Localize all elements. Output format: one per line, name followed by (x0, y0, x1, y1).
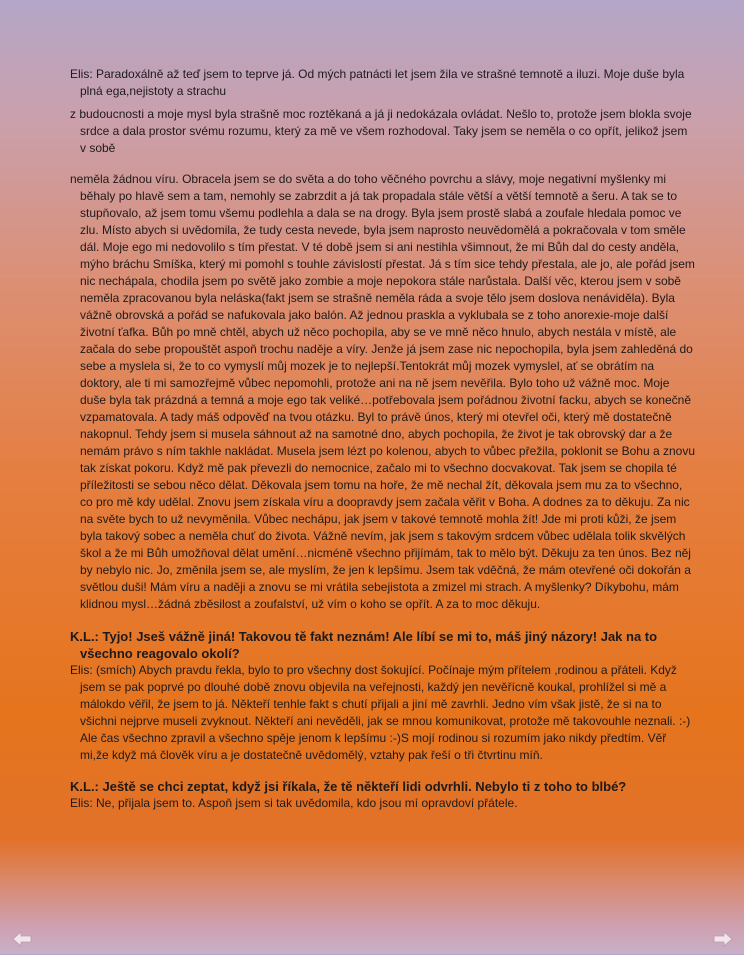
paragraph-2: z budoucnosti a moje mysl byla strašně moc roztěkaná a já ji nedokázala ovládat. Nešlo to, protože jsem blokla svoje srdce a dala prostor svému rozumu, který za mě ve všem rozhodoval. Taky jsem se neměla o co opřít, jelikož jsem v sobě (70, 107, 692, 155)
paragraph-3: neměla žádnou víru. Obracela jsem se do světa a do toho věčného povrchu a slávy, moje negativní myšlenky mi běhaly po hlavě sem a tam, nemohly se zabrzdit a já tak propadala stále větší a větší temnotě a šeru. A tak se to stupňovalo, až jsem tomu všemu podlehla a dala se na drogy. Byla jsem prostě slabá a zoufale hledala pomoc ve zlu. Místo abych si uvědomila, že tudy cesta nevede, byla jsem naprosto neuvědomělá a pokračovala v tom směle dál. Moje ego mi nedovolilo s tím přestat. V té době jsem si ani nestihla všimnout, že mi Bůh dal do cesty anděla, mýho bráchu Smíška, který mi pomohl s touhle závislostí přestat. Já s tím sice tehdy přestala, ale jo, ale pořád jsem nic nechápala, chodila jsem po světě jako zombie a moje nepokora stále narůstala. Další věc, kterou jsem v sobě neměla zpracovanou byla neláska(fakt jsem se strašně neměla ráda a svoje tělo jsem doslova nenáviděla). Byla vážně obrovská a pořád se nafukovala jako balón. Až jednou praskla a vyklubala se z toho anorexie-moje další životní ťafka. Bůh po mně chtěl, abych už něco pochopila, aby se ve mně něco hnulo, abych nestála v místě, ale začala do sebe propouštět aspoň trochu naděje a víry. Jenže já jsem zase nic nepochopila, byla jsem zahleděná do sebe a myslela si, že to co vymyslí můj mozek je to nejlepší.Tentokrát můj mozek vymyslel, ať se obrátím na doktory, ale ti mi samozřejmě vůbec nepomohli, protože ani na ně jsem nevěřila. Bylo toho už vážně moc. Moje duše byla tak prázdná a temná a moje ego tak veliké…potřebovala jsem pořádnou životní facku, abych se konečně vzpamatovala. A tady máš odpověď na tvou otázku. Byl to právě únos, který mi otevřel oči, který mě dostatečně nakopnul. Tehdy jsem si musela sáhnout až na samotné dno, abych pochopila, že život je tak obrovský dar a že nemám právo s ním takhle nakládat. Musela jsem lézt po kolenou, abych to vůbec přežila, poklonit se Bohu a znovu tak získat pokoru. Když mě pak převezli do nemocnice, začalo mi to všechno docvakovat. Tak jsem se chopila té příležitosti se sebou něco dělat. Děkovala jsem tomu na hoře, že mě nechal žít, děkovala jsem mu za to všechno, co pro mě kdy udělal. Znovu jsem získala víru a doopravdy jsem začala věřit v Boha. A dodnes za to děkuju. Za nic na světe bych to už nevyměnila. Vůbec nechápu, jak jsem v takové temnotě mohla žít! Jde mi proti kůži, že jsem byla takový sobec a neměla chuť do života. Vážně nevím, jak jsem s takovým srdcem vůbec udělala tolik skvělých škol a že mi Bůh umožňoval dělat umění…nicméně všechno přijímám, tak to mělo být. Děkuju za ten únos. Bez něj by nebylo nic. Jo, změnila jsem se, ale myslím, že jen k lepšímu. Jsem tak vděčná, že mám otevřené oči dokořán a světlou duši! Mám víru a naději a znovu se mi vrátila sebejistota a zmizel mi strach. A myšlenky? Díkybohu, mám klidnou mysl…žádná zběsilost a zoufalství, už vím o koho se opřít. A za to moc děkuju. (70, 172, 696, 611)
question-1: K.L.: Tyjo! Jseš vážně jiná! Takovou tě fakt neznám! Ale líbí se mi to, máš jiný názory! Jak na to všechno reagovalo okolí? (70, 629, 658, 661)
answer-1: Elis: (smích) Abych pravdu řekla, bylo to pro všechny dost šokující. Počínaje mým přítelem ,rodinou a přáteli. Když jsem se pak poprvé po dlouhé době znovu objevila na veřejnosti, každý jen nevěřícně koukal, prohlížel si mě a málokdo věřil, že jsem to já. Někteří tenhle fakt s chutí přijali a jiní mě zavrhli. Jedno vím však jistě, že si na to všichni nejprve museli zvyknout. Někteří ani nevěděli, jak se mnou komunikovat, protože mě takovouhle neznali. :-) Ale čas všechno zpravil a všechno spěje jenom k lepšímu :-)S mojí rodinou si rozumím jako nikdy předtím. Věř mi,že když má člověk víru a je dostatečně uvědomělý, vztahy pak řeší o tři čtvrtinu míň. (70, 663, 691, 762)
answer-2: Elis: Ne, přijala jsem to. Aspoň jsem si tak uvědomila, kdo jsou mí opravdoví přátele. (70, 796, 518, 810)
question-2: K.L.: Ještě se chci zeptat, když jsi říkala, že tě někteří lidi odvrhli. Nebylo ti z toho to blbé? (70, 779, 627, 794)
article-body (70, 66, 696, 812)
prev-page-button[interactable] (11, 928, 33, 950)
arrow-right-icon (712, 928, 734, 950)
paragraph-1: Elis: Paradoxálně až teď jsem to teprve já. Od mých patnácti let jsem žila ve strašné temnotě a iluzi. Moje duše byla plná ega,nejistoty a strachu (70, 67, 685, 98)
next-page-button[interactable] (712, 928, 734, 950)
arrow-left-icon (11, 928, 33, 950)
